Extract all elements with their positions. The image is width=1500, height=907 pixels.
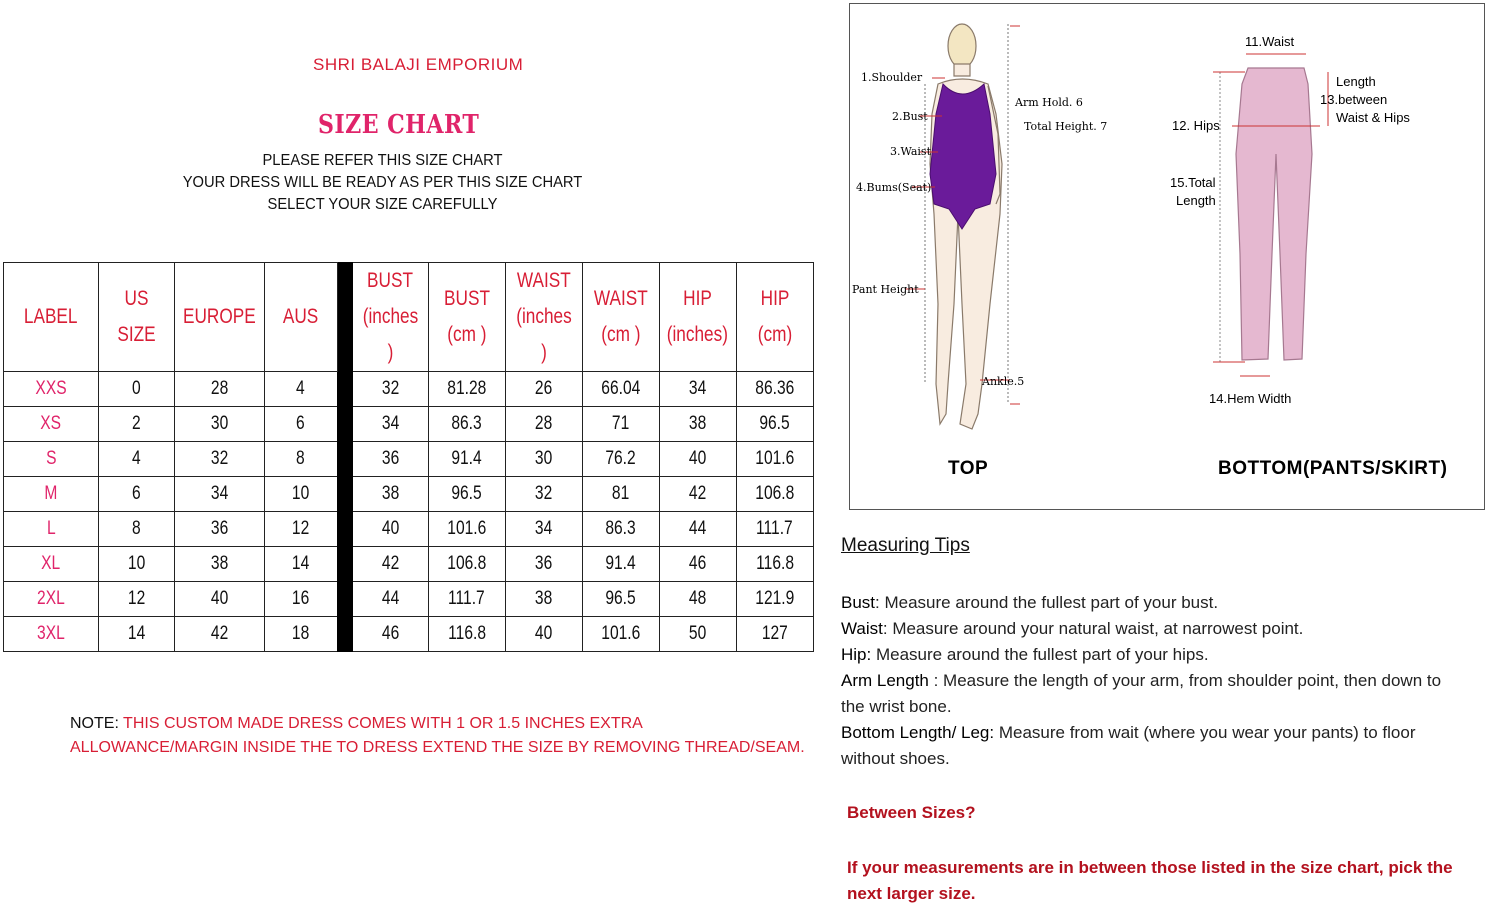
table-cell — [736, 547, 813, 582]
cell-value: 101.6 — [755, 448, 795, 469]
header-line: (cm ) — [447, 323, 487, 346]
cell-value: L — [46, 518, 56, 539]
size-label-cell — [4, 477, 99, 512]
cell-value: 38 — [210, 553, 229, 574]
tip-item — [841, 720, 1461, 772]
table-header-cell — [582, 263, 659, 372]
page-title: SIZE CHART — [318, 110, 480, 140]
table-row — [4, 477, 814, 512]
mark-arm-hold: Arm Hold. 6 — [1015, 96, 1083, 109]
cell-value: 6 — [296, 413, 306, 434]
tip-text: : Measure around your natural waist, at narrowest point. — [882, 619, 1304, 638]
cell-value: 18 — [292, 623, 310, 644]
table-cell — [264, 512, 337, 547]
header-line: HIP (cm) — [757, 287, 792, 346]
table-cell — [582, 617, 659, 652]
cell-value: 10 — [127, 553, 146, 574]
table-cell — [99, 512, 175, 547]
table-cell — [175, 372, 265, 407]
cell-value: XXS — [35, 378, 67, 399]
intro-line: YOUR DRESS WILL BE READY AS PER THIS SIZE CHART — [182, 174, 583, 191]
tip-item — [841, 642, 1461, 668]
cell-value: 40 — [381, 518, 399, 539]
table-cell — [505, 617, 582, 652]
table-cell — [99, 547, 175, 582]
cell-value: 76.2 — [605, 448, 636, 469]
table-cell — [505, 477, 582, 512]
table-cell — [659, 407, 736, 442]
label-top: TOP — [948, 458, 989, 479]
table-row — [4, 407, 814, 442]
cell-value: 12 — [127, 588, 146, 609]
table-cell — [352, 512, 428, 547]
label-bottom: BOTTOM(PANTS/SKIRT) — [1218, 458, 1448, 479]
table-cell — [428, 512, 505, 547]
cell-value: 81.28 — [447, 378, 487, 399]
table-cell — [99, 477, 175, 512]
table-cell — [428, 617, 505, 652]
cell-value: 116.8 — [755, 553, 794, 574]
cell-value: 38 — [689, 413, 707, 434]
tip-key: Bottom Length/ Leg: — [841, 723, 995, 742]
table-header-cell — [736, 263, 813, 372]
mark-pant-height: Pant Height — [852, 283, 919, 296]
table-cell — [264, 477, 337, 512]
cell-value: 38 — [535, 588, 553, 609]
table-cell — [659, 442, 736, 477]
table-cell — [264, 617, 337, 652]
table-cell — [352, 407, 428, 442]
woman-figure — [930, 24, 1002, 429]
table-cell — [99, 617, 175, 652]
between-sizes-heading: Between Sizes? — [847, 803, 976, 822]
cell-value: 34 — [689, 378, 707, 399]
cell-value: 44 — [381, 588, 399, 609]
cell-value: 16 — [292, 588, 310, 609]
cell-value: 66.04 — [601, 378, 641, 399]
table-header-cell — [4, 263, 99, 372]
tip-key: Hip: — [841, 645, 872, 664]
cell-value: 42 — [689, 483, 707, 504]
table-cell — [99, 372, 175, 407]
header-line: (inches ) — [362, 305, 418, 364]
mark-length-1: Length — [1336, 74, 1376, 89]
tip-text: : Measure around the fullest part of your bust. — [875, 593, 1219, 612]
table-cell — [428, 547, 505, 582]
cell-value: 40 — [535, 623, 553, 644]
between-sizes-text: If your measurements are in between those listed in the size chart, pick the next larger size. — [847, 858, 1453, 903]
table-row — [4, 617, 814, 652]
cell-value: 86.3 — [605, 518, 636, 539]
mark-hem-width: 14.Hem Width — [1209, 391, 1292, 406]
cell-value: 71 — [612, 413, 630, 434]
tip-item — [841, 616, 1461, 642]
table-cell — [582, 547, 659, 582]
table-cell — [352, 372, 428, 407]
table-cell — [428, 582, 505, 617]
table-cell — [659, 547, 736, 582]
mark-total-height: Total Height. 7 — [1024, 120, 1108, 133]
table-row — [4, 372, 814, 407]
tip-text: : Measure the length of your arm, from shoulder point, then down to the wrist bone. — [841, 671, 1442, 716]
mark-total-length-1: 15.Total — [1170, 175, 1216, 190]
tips-list — [841, 590, 1461, 772]
cell-value: 96.5 — [451, 483, 482, 504]
table-cell — [736, 582, 813, 617]
table-cell — [352, 477, 428, 512]
column-divider — [337, 263, 352, 652]
table-cell — [505, 512, 582, 547]
mark-total-length-2: Length — [1176, 193, 1216, 208]
tips-heading: Measuring Tips — [841, 535, 970, 556]
cell-value: 116.8 — [447, 623, 486, 644]
header-line: LABEL — [24, 305, 78, 328]
tip-key: Arm Length — [841, 671, 929, 690]
cell-value: 40 — [210, 588, 229, 609]
table-header-cell — [264, 263, 337, 372]
table-header-cell — [659, 263, 736, 372]
cell-value: 32 — [535, 483, 553, 504]
table-cell — [264, 442, 337, 477]
table-cell — [505, 547, 582, 582]
table-cell — [352, 582, 428, 617]
header-line: US SIZE — [117, 287, 156, 346]
table-cell — [428, 477, 505, 512]
mark-ankle: Ankle.5 — [982, 375, 1025, 388]
cell-value: 30 — [535, 448, 553, 469]
note-text — [70, 712, 810, 760]
table-cell — [99, 407, 175, 442]
mark-length-3: Waist & Hips — [1336, 110, 1410, 125]
cell-value: 4 — [132, 448, 141, 469]
tip-key: Bust — [841, 593, 876, 612]
table-cell — [175, 512, 265, 547]
table-cell — [505, 442, 582, 477]
cell-value: 46 — [689, 553, 707, 574]
size-label-cell — [4, 442, 99, 477]
table-cell — [736, 512, 813, 547]
table-cell — [582, 372, 659, 407]
mark-waist: 3.Waist — [890, 145, 931, 158]
table-cell — [428, 407, 505, 442]
cell-value: 86.3 — [451, 413, 482, 434]
table-cell — [582, 442, 659, 477]
cell-value: 28 — [210, 378, 229, 399]
tip-item — [841, 590, 1461, 616]
table-header-cell — [175, 263, 265, 372]
table-cell — [736, 372, 813, 407]
cell-value: 8 — [132, 518, 141, 539]
header-line: (inches) — [667, 323, 729, 346]
table-cell — [175, 442, 265, 477]
mark-hips: 12. Hips — [1172, 118, 1220, 133]
cell-value: 111.7 — [756, 518, 794, 539]
cell-value: 28 — [535, 413, 553, 434]
table-cell — [582, 512, 659, 547]
table-cell — [582, 407, 659, 442]
cell-value: 96.5 — [605, 588, 636, 609]
cell-value: 2XL — [37, 588, 65, 609]
size-label-cell — [4, 582, 99, 617]
table-cell — [264, 372, 337, 407]
table-header-cell — [352, 263, 428, 372]
cell-value: 3XL — [37, 623, 65, 644]
cell-value: 12 — [292, 518, 310, 539]
cell-value: 44 — [689, 518, 707, 539]
table-cell — [659, 582, 736, 617]
table-cell — [659, 372, 736, 407]
cell-value: 48 — [689, 588, 707, 609]
table-row — [4, 512, 814, 547]
cell-value: S — [45, 448, 57, 469]
header-line: EUROPE — [182, 305, 256, 328]
cell-value: 26 — [535, 378, 553, 399]
cell-value: 14 — [292, 553, 310, 574]
note-prefix: NOTE: — [70, 715, 124, 732]
table-header-cell — [99, 263, 175, 372]
table-cell — [505, 372, 582, 407]
intro-line: SELECT YOUR SIZE CAREFULLY — [267, 196, 498, 213]
size-label-cell — [4, 617, 99, 652]
cell-value: XL — [41, 553, 61, 574]
cell-value: 10 — [292, 483, 310, 504]
table-cell — [264, 582, 337, 617]
cell-value: 46 — [381, 623, 399, 644]
table-cell — [736, 617, 813, 652]
size-label-cell — [4, 372, 99, 407]
cell-value: 34 — [535, 518, 553, 539]
table-row — [4, 442, 814, 477]
cell-value: 32 — [210, 448, 229, 469]
table-cell — [505, 582, 582, 617]
table-cell — [505, 407, 582, 442]
header-line: (inches ) — [515, 305, 572, 364]
cell-value: 106.8 — [755, 483, 795, 504]
cell-value: 36 — [535, 553, 553, 574]
cell-value: 81 — [612, 483, 630, 504]
table-cell — [175, 407, 265, 442]
table-cell — [352, 547, 428, 582]
header-line: AUS — [282, 305, 319, 328]
size-label-cell — [4, 512, 99, 547]
cell-value: 106.8 — [447, 553, 487, 574]
mark-bums: 4.Bums(Seat) — [856, 181, 932, 194]
table-row — [4, 582, 814, 617]
tip-item — [841, 668, 1461, 720]
table-cell — [264, 407, 337, 442]
table-cell — [659, 512, 736, 547]
intro-line: PLEASE REFER THIS SIZE CHART — [262, 152, 503, 169]
table-cell — [99, 582, 175, 617]
cell-value: 40 — [689, 448, 707, 469]
cell-value: 0 — [132, 378, 141, 399]
table-cell — [582, 582, 659, 617]
size-label-cell — [4, 407, 99, 442]
table-cell — [99, 442, 175, 477]
note-body: THIS CUSTOM MADE DRESS COMES WITH 1 OR 1.5 INCHES EXTRA ALLOWANCE/MARGIN INSIDE THE TO DRESS EXTEND THE SIZE BY REMOVING THREAD/SEAM. — [70, 715, 805, 756]
table-cell — [175, 582, 265, 617]
intro-text — [160, 150, 605, 216]
table-cell — [428, 372, 505, 407]
mark-shoulder: 1.Shoulder — [861, 71, 923, 84]
mark-bust: 2.Bust — [892, 110, 928, 123]
size-chart-table — [3, 262, 814, 652]
measurement-diagram — [850, 4, 1486, 511]
cell-value: 101.6 — [601, 623, 641, 644]
pants-shape — [1236, 68, 1312, 360]
table-cell — [736, 407, 813, 442]
cell-value: 91.4 — [605, 553, 636, 574]
cell-value: 30 — [210, 413, 229, 434]
size-label-cell — [4, 547, 99, 582]
cell-value: 101.6 — [447, 518, 487, 539]
cell-value: 111.7 — [448, 588, 486, 609]
cell-value: 127 — [761, 623, 788, 644]
table-cell — [264, 547, 337, 582]
table-cell — [352, 442, 428, 477]
table-cell — [736, 477, 813, 512]
table-header-cell — [428, 263, 505, 372]
cell-value: 36 — [210, 518, 229, 539]
cell-value: 34 — [210, 483, 229, 504]
table-cell — [582, 477, 659, 512]
table-cell — [175, 617, 265, 652]
cell-value: 86.36 — [755, 378, 795, 399]
cell-value: 96.5 — [759, 413, 790, 434]
table-cell — [175, 477, 265, 512]
cell-value: 32 — [381, 378, 399, 399]
tip-text: Measure from wait (where you wear your pants) to floor without shoes. — [841, 723, 1416, 768]
header-line: BUST — [367, 269, 414, 292]
cell-value: 38 — [381, 483, 399, 504]
cell-value: 2 — [132, 413, 141, 434]
tip-text: Measure around the fullest part of your hips. — [871, 645, 1209, 664]
brand-name: SHRI BALAJI EMPORIUM — [313, 55, 524, 74]
table-cell — [659, 477, 736, 512]
header-line: WAIST — [516, 269, 571, 292]
cell-value: 42 — [381, 553, 399, 574]
header-line: (cm ) — [601, 323, 641, 346]
cell-value: 6 — [132, 483, 141, 504]
table-cell — [428, 442, 505, 477]
cell-value: 50 — [689, 623, 707, 644]
table-cell — [659, 617, 736, 652]
tip-key: Waist — [841, 619, 883, 638]
cell-value: M — [44, 483, 58, 504]
cell-value: 34 — [381, 413, 399, 434]
measurement-figure — [849, 3, 1485, 510]
table-header-cell — [505, 263, 582, 372]
header-line: BUST — [443, 287, 490, 310]
header-line: HIP — [683, 287, 713, 310]
table-cell — [175, 547, 265, 582]
cell-value: 42 — [210, 623, 229, 644]
table-cell — [736, 442, 813, 477]
cell-value: XS — [40, 413, 62, 434]
mark-length-2: 13.between — [1320, 92, 1388, 107]
cell-value: 14 — [127, 623, 146, 644]
cell-value: 91.4 — [451, 448, 482, 469]
table-cell — [352, 617, 428, 652]
header-line: WAIST — [593, 287, 648, 310]
cell-value: 36 — [381, 448, 399, 469]
table-row — [4, 547, 814, 582]
mark-pants-waist: 11.Waist — [1245, 34, 1295, 49]
cell-value: 8 — [296, 448, 306, 469]
cell-value: 121.9 — [755, 588, 795, 609]
cell-value: 4 — [296, 378, 306, 399]
table-header-row — [4, 263, 814, 372]
